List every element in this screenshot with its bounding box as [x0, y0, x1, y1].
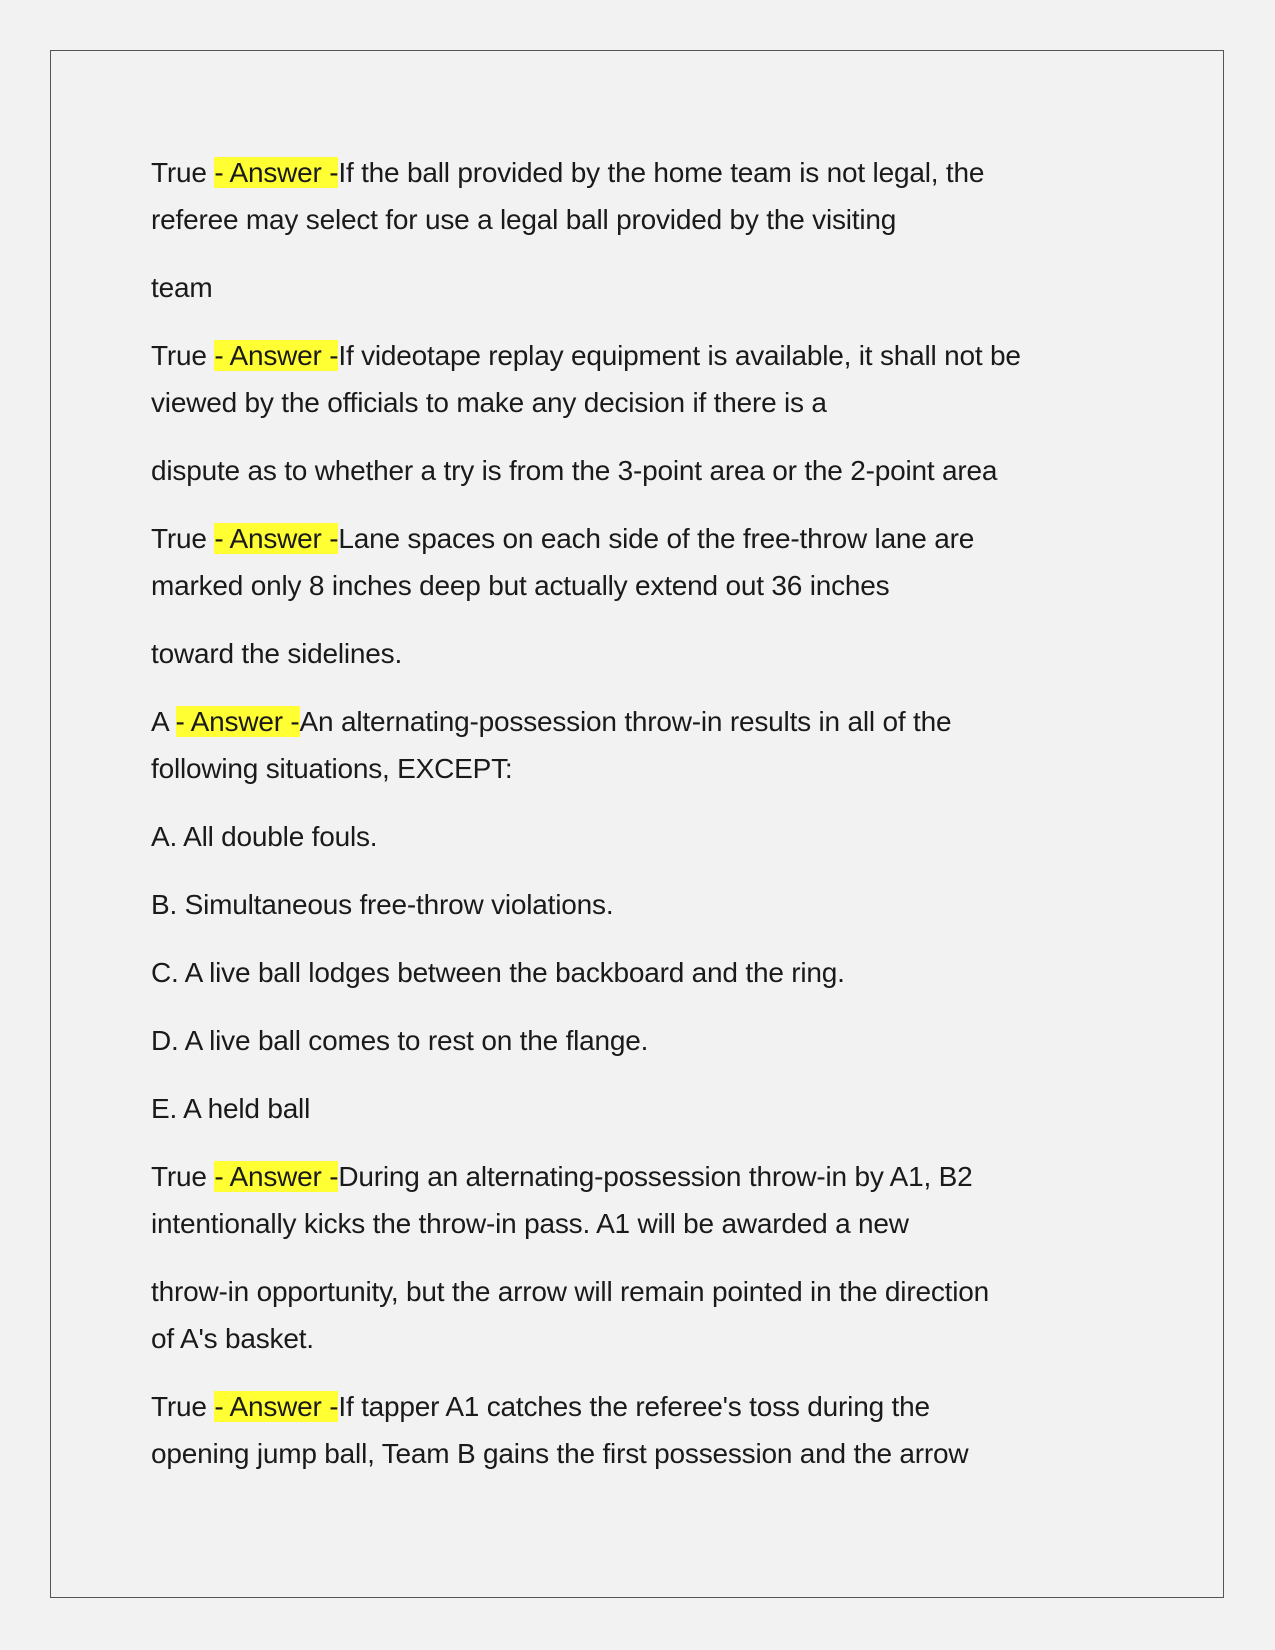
answer-highlight: - Answer - — [214, 157, 339, 188]
entry-4-first-line — [151, 698, 1181, 745]
question-text: An alternating-possession throw-in results in all of the — [299, 706, 952, 737]
document-content — [151, 149, 1181, 1477]
entry-2-first-line — [151, 332, 1181, 379]
answer-highlight: - Answer - — [214, 523, 339, 554]
entry-1-continuation: referee may select for use a legal ball provided by the visiting — [151, 204, 897, 235]
entry-3-trailing: toward the sidelines. — [151, 638, 403, 669]
entry-2-continuation: viewed by the officials to make any decision if there is a — [151, 387, 827, 418]
entry-6-continuation: opening jump ball, Team B gains the first possession and the arrow — [151, 1438, 969, 1469]
entry-3-first-line — [151, 515, 1181, 562]
entry-6-first-line — [151, 1383, 1181, 1430]
option-e: E. A held ball — [151, 1093, 311, 1124]
answer-value: True — [151, 1391, 215, 1422]
answer-value: True — [151, 1161, 215, 1192]
entry-1-first-line — [151, 149, 1181, 196]
answer-highlight: - Answer - — [175, 706, 300, 737]
answer-value: A — [151, 706, 176, 737]
answer-highlight: - Answer - — [214, 1391, 339, 1422]
entry-1-trailing: team — [151, 272, 213, 303]
answer-highlight: - Answer - — [214, 340, 339, 371]
answer-value: True — [151, 523, 215, 554]
entry-5-continuation: intentionally kicks the throw-in pass. A1 will be awarded a new — [151, 1208, 909, 1239]
answer-highlight: - Answer - — [214, 1161, 339, 1192]
entry-4-continuation: following situations, EXCEPT: — [151, 753, 513, 784]
page-frame — [50, 50, 1224, 1598]
question-text: If the ball provided by the home team is not legal, the — [338, 157, 985, 188]
entry-5-trailing-1: throw-in opportunity, but the arrow will remain pointed in the direction — [151, 1276, 989, 1307]
question-text: If videotape replay equipment is available, it shall not be — [338, 340, 1021, 371]
option-b: B. Simultaneous free-throw violations. — [151, 889, 614, 920]
entry-5-first-line — [151, 1153, 1181, 1200]
question-text: During an alternating-possession throw-in by A1, B2 — [338, 1161, 973, 1192]
option-a: A. All double fouls. — [151, 821, 378, 852]
option-c: C. A live ball lodges between the backboard and the ring. — [151, 957, 845, 988]
answer-value: True — [151, 340, 215, 371]
answer-value: True — [151, 157, 215, 188]
question-text: If tapper A1 catches the referee's toss during the — [338, 1391, 930, 1422]
option-d: D. A live ball comes to rest on the flange. — [151, 1025, 649, 1056]
entry-2-trailing: dispute as to whether a try is from the 3-point area or the 2-point area — [151, 455, 998, 486]
question-text: Lane spaces on each side of the free-throw lane are — [338, 523, 975, 554]
entry-5-trailing-2: of A's basket. — [151, 1323, 314, 1354]
entry-3-continuation: marked only 8 inches deep but actually extend out 36 inches — [151, 570, 890, 601]
